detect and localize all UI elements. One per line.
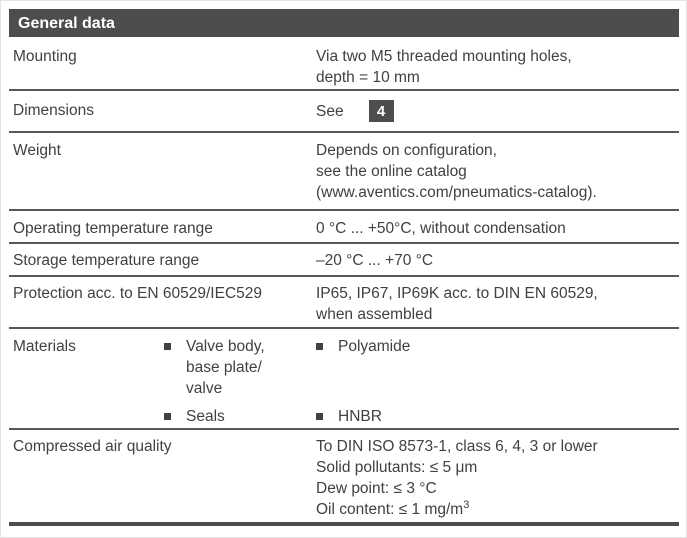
table-row-compressed-air-quality — [9, 430, 679, 526]
oil-content-line — [316, 499, 679, 520]
row-value — [316, 218, 679, 239]
table-row-protection — [9, 277, 679, 329]
see-reference-line — [316, 100, 679, 122]
material-item — [164, 336, 679, 399]
general-data-table — [9, 9, 679, 526]
value-line: Depends on configuration, — [316, 142, 497, 159]
catalog-url-line: (www.aventics.com/pneumatics-catalog). — [316, 184, 597, 201]
value-line: Solid pollutants: ≤ 5 μm — [316, 459, 478, 476]
oil-content-text: Oil content: ≤ 1 mg/m — [316, 501, 464, 518]
value-line: Via two M5 threaded mounting holes, — [316, 48, 572, 65]
component-text: Seals — [186, 408, 225, 425]
row-value — [316, 140, 679, 203]
table-row-storage-temperature — [9, 244, 679, 277]
material-item — [164, 406, 679, 427]
row-label: Mounting — [13, 48, 77, 65]
row-value — [316, 100, 679, 122]
component-text — [186, 336, 265, 399]
value-line: IP65, IP67, IP69K acc. to DIN EN 60529, — [316, 285, 598, 302]
material-component — [164, 336, 316, 399]
material-value — [316, 336, 679, 399]
component-line: base plate/ — [186, 359, 262, 376]
value-line: Dew point: ≤ 3 °C — [316, 480, 437, 497]
bullet-square-icon — [164, 413, 171, 420]
oil-content-superscript: 3 — [463, 498, 470, 511]
row-label: Materials — [13, 338, 76, 355]
section-header — [9, 9, 679, 37]
see-text: See — [316, 102, 344, 120]
row-label: Dimensions — [13, 102, 94, 119]
material-value — [316, 406, 679, 427]
row-label: Protection acc. to EN 60529/IEC529 — [13, 285, 263, 302]
table-row-materials — [9, 329, 679, 430]
bullet-square-icon — [316, 413, 323, 420]
value-line: To DIN ISO 8573-1, class 6, 4, 3 or lower — [316, 438, 598, 455]
value-line: depth = 10 mm — [316, 69, 420, 86]
row-value — [316, 436, 679, 520]
bullet-square-icon — [164, 343, 171, 350]
row-label: Compressed air quality — [13, 438, 172, 455]
figure-reference-badge: 4 — [369, 100, 394, 122]
row-value — [316, 283, 679, 325]
materials-list — [164, 336, 679, 427]
row-value — [316, 250, 679, 271]
component-line: valve — [186, 380, 223, 397]
table-row-mounting — [9, 37, 679, 91]
value-line: when assembled — [316, 306, 433, 323]
material-text: Polyamide — [338, 338, 411, 355]
row-label: Weight — [13, 142, 61, 159]
component-line: Valve body, — [186, 338, 265, 355]
value-line: 0 °C ... +50°C, without condensation — [316, 220, 566, 237]
table-row-weight — [9, 133, 679, 211]
row-value — [316, 46, 679, 88]
table-row-operating-temperature — [9, 211, 679, 244]
value-line: see the online catalog — [316, 163, 467, 180]
section-title: General data — [18, 14, 115, 32]
value-line: –20 °C ... +70 °C — [316, 252, 434, 269]
row-label: Storage temperature range — [13, 252, 200, 269]
material-component — [164, 406, 316, 427]
row-label: Operating temperature range — [13, 220, 213, 237]
material-text: HNBR — [338, 408, 382, 425]
bullet-square-icon — [316, 343, 323, 350]
table-row-dimensions — [9, 91, 679, 133]
